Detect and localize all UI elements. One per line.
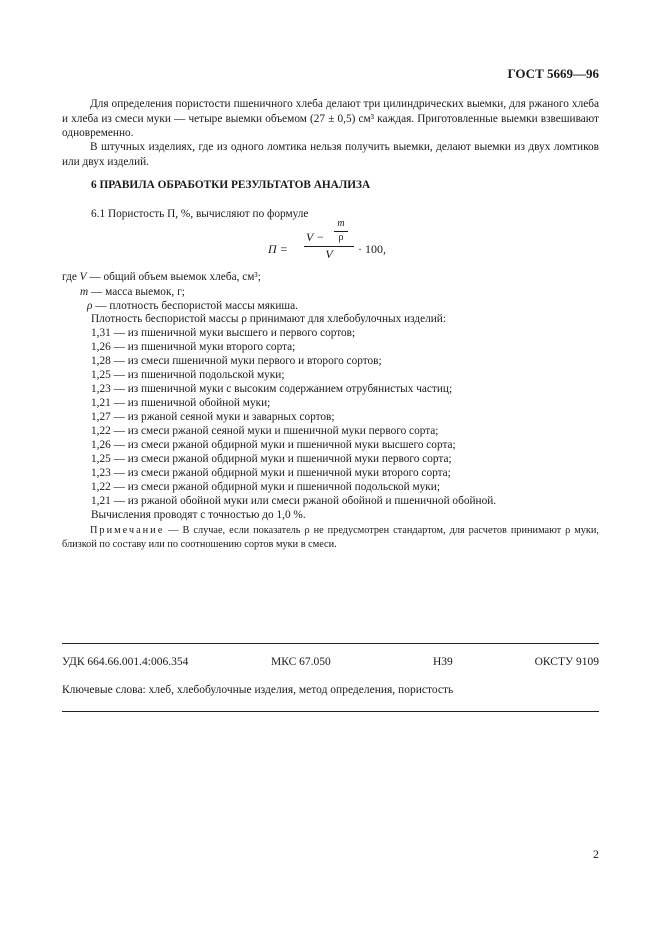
density-item: 1,23 — из смеси ржаной обдирной муки и пшеничной муки второго сорта; <box>91 467 451 479</box>
porosity-formula <box>268 218 408 264</box>
formula-denominator: V <box>325 247 333 261</box>
note-text: — В случае, если показатель ρ не предусмотрен стандартом, для расчетов принимают ρ муки, близкой по составу или по соотношению сортов муки в смеси. <box>62 525 599 550</box>
formula-rhs: · 100, <box>358 242 386 256</box>
density-item: 1,21 — из ржаной обойной муки или смеси ржаной обойной и пшеничной обойной. <box>91 495 497 507</box>
formula-inner-numerator: m <box>337 218 345 229</box>
density-item: 1,26 — из смеси ржаной обдирной муки и пшеничной муки высшего сорта; <box>91 439 456 451</box>
density-item: 1,22 — из смеси ржаной обдирной муки и пшеничной подольской муки; <box>91 481 440 493</box>
note <box>62 524 599 551</box>
footer-code: Н39 <box>433 656 453 668</box>
density-intro: Плотность беспористой массы ρ принимают для хлебобулочных изделий: <box>91 313 446 325</box>
section-title: 6 ПРАВИЛА ОБРАБОТКИ РЕЗУЛЬТАТОВ АНАЛИЗА <box>91 179 371 191</box>
intro-paragraph-2: В штучных изделиях, где из одного ломтика нельзя получить выемки, делают выемки из двух ломтиков или двух изделий. <box>62 141 599 168</box>
density-item: 1,21 — из пшеничной обойной муки; <box>91 397 271 409</box>
density-item: 1,27 — из ржаной сеяной муки и заварных сортов; <box>91 411 335 423</box>
document-code: ГОСТ 5669—96 <box>507 66 599 81</box>
formula-lhs: П = <box>268 242 288 256</box>
footer-mks: МКС 67.050 <box>271 656 331 668</box>
footer-okstu: ОКСТУ 9109 <box>534 656 599 668</box>
density-item: 1,23 — из пшеничной муки с высоким содержанием отрубянистых частиц; <box>91 383 453 395</box>
where-v <box>62 270 261 285</box>
formula-numerator: V − <box>306 230 325 244</box>
page-number: 2 <box>593 847 599 861</box>
symbol-m: m <box>80 286 89 298</box>
formula-inner-denominator: ρ <box>338 232 344 243</box>
density-item: 1,25 — из смеси ржаной обдирной муки и пшеничной муки первого сорта; <box>91 453 452 465</box>
density-item: 1,28 — из смеси пшеничной муки первого и второго сортов; <box>91 355 382 367</box>
where-prefix: где <box>62 271 80 283</box>
where-m <box>80 285 185 300</box>
where-v-text: — общий объем выемок хлеба, см³; <box>86 271 261 283</box>
precision-statement: Вычисления проводят с точностью до 1,0 %. <box>91 509 306 521</box>
density-item: 1,25 — из пшеничной подольской муки; <box>91 369 285 381</box>
density-item: 1,31 — из пшеничной муки высшего и первого сортов; <box>91 327 356 339</box>
where-rho-text: — плотность беспористой массы мякиша. <box>92 300 298 312</box>
symbol-rho: ρ <box>87 300 93 312</box>
note-label: Примечание <box>90 525 165 536</box>
footer-keywords: Ключевые слова: хлеб, хлебобулочные изделия, метод определения, пористость <box>62 684 454 696</box>
footer-bottom-rule <box>62 711 599 712</box>
footer-top-rule <box>62 643 599 644</box>
symbol-v: V <box>79 271 87 283</box>
density-item: 1,26 — из пшеничной муки второго сорта; <box>91 341 296 353</box>
intro-paragraph-1: Для определения пористости пшеничного хлеба делают три цилиндрических выемки, для ржаного хлеба и хлеба из смеси муки — четыре выемки объемом (27 ± 0,5) см³ каждая. Приготовленные выемки взвешивают одновременно. <box>62 98 599 140</box>
density-item: 1,22 — из смеси ржаной сеяной муки и пшеничной муки первого сорта; <box>91 425 439 437</box>
footer-udk: УДК 664.66.001.4:006.354 <box>62 656 189 668</box>
where-m-text: — масса выемок, г; <box>88 286 185 298</box>
formula-intro: 6.1 Пористость П, %, вычисляют по формуле <box>91 208 309 220</box>
